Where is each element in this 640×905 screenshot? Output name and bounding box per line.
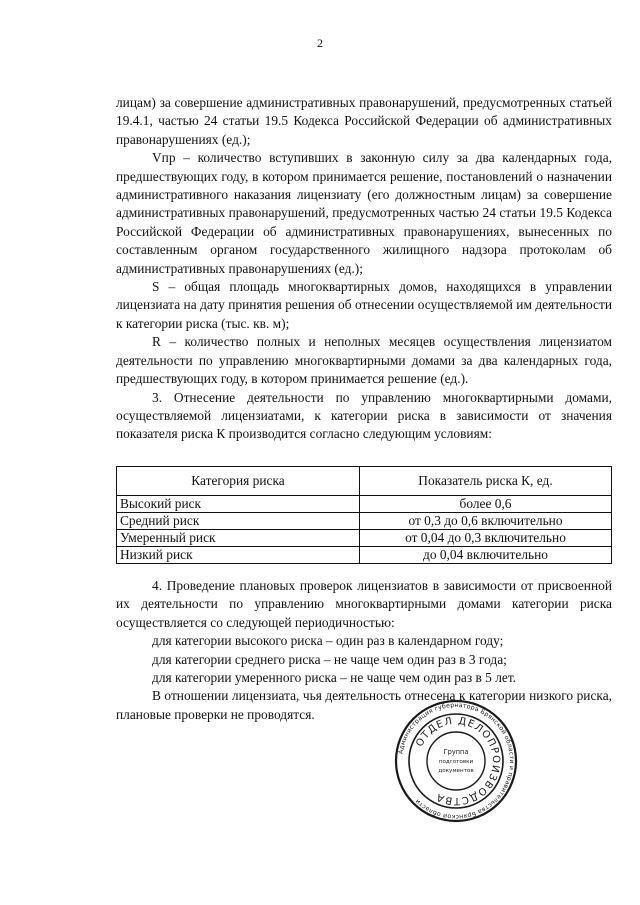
table-row [117, 547, 612, 564]
stamp-middle-text: ОТДЕЛ ДЕЛОПРОИЗВОДСТВА [414, 715, 502, 807]
stamp-outer-text: Администрация губернатора Брянской области и правительства Брянской области [397, 701, 516, 821]
periodicity-item: для категории высокого риска – один раз в календарном году; [152, 633, 504, 649]
risk-value: до 0,04 включительно [360, 547, 612, 564]
stamp-center-line: Группа [443, 748, 469, 756]
page-number: 2 [317, 36, 323, 50]
risk-value: от 0,04 до 0,3 включительно [360, 530, 612, 547]
stamp-center-line: документов [438, 768, 474, 774]
paragraph: В отношении лицензиата, чья деятельность отнесена к категории низкого риска, плановые проверки не проводятся. [116, 688, 612, 722]
table-header-row [117, 467, 612, 496]
body-text-top [116, 94, 612, 444]
paragraph: 3. Отнесение деятельности по управлению многоквартирными домами, осуществляемой лицензиатами, к категории риска в зависимости от значения показателя риска К производится согласно следующим условиям: [116, 389, 612, 442]
paragraph: 4. Проведение плановых проверок лицензиатов в зависимости от присвоенной их деятельности по управлению многоквартирными домами категории риска осуществляется со следующей периодичностью: [116, 578, 612, 630]
paragraph: R – количество полных и неполных месяцев осуществления лицензиатом деятельности по управлению многоквартирными домами за два календарных года, предшествующих году, в котором принимается решение (ед.). [116, 334, 612, 387]
paragraph: Vпр – количество вступивших в законную силу за два календарных года, предшествующих году, в котором принимается решение, постановлений о назначении административного наказания лицензиату (его должностным лицам) за совершение административных правонарушений, предусмотренных частью 24 статьи 19.5 Кодекса Российской Федерации об административных правонарушениях, вынесенных по составленным органом государственного жилищного надзора протоколам об административных правонарушениях (ед.); [116, 150, 612, 276]
paragraph: лицам) за совершение административных правонарушений, предусмотренных статьей 19.4.1, частью 24 статьи 19.5 Кодекса Российской Федерации об административных правонарушениях (ед.); [116, 95, 612, 147]
stamp-center-line: подготовки [438, 759, 474, 765]
risk-value: более 0,6 [360, 496, 612, 513]
risk-category: Низкий риск [117, 547, 360, 564]
risk-value: от 0,3 до 0,6 включительно [360, 513, 612, 530]
periodicity-item: для категории среднего риска – не чаще чем один раз в 3 года; [152, 651, 507, 667]
body-text-bottom [116, 577, 612, 724]
table-row [117, 496, 612, 513]
table-row [117, 513, 612, 530]
periodicity-item: для категории умеренного риска – не чаще чем один раз в 5 лет. [152, 670, 517, 686]
risk-category: Высокий риск [117, 496, 360, 513]
paragraph: S – общая площадь многоквартирных домов, находящихся в управлении лицензиата на дату принятия решения об отнесении осуществляемой им деятельности к категории риска (тыс. кв. м); [116, 279, 612, 331]
risk-category: Умеренный риск [117, 530, 360, 547]
office-stamp [394, 699, 518, 823]
risk-category: Средний риск [117, 513, 360, 530]
risk-table [116, 466, 612, 564]
table-header: Категория риска [117, 467, 360, 496]
table-header: Показатель риска К, ед. [360, 467, 612, 496]
table-row [117, 530, 612, 547]
